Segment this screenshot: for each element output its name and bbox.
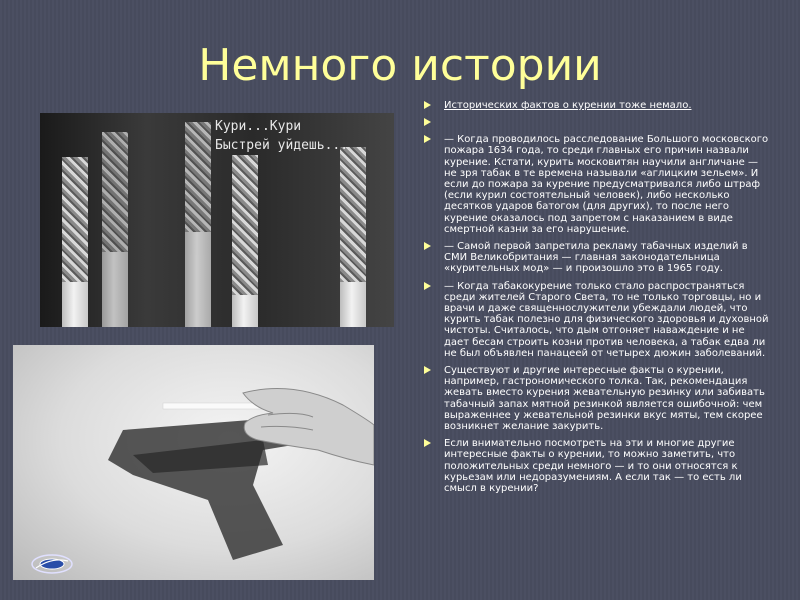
photo-caption: Кури...Кури Быстрей уйдешь...	[215, 119, 349, 153]
list-item	[422, 117, 770, 128]
arrow-bullet-icon	[424, 439, 431, 447]
cigarette-4	[232, 155, 258, 327]
list-item: — Когда проводилось расследование Большого московского пожара 1634 года, то среди главных его причин назвали курение. Кстати, курить московитян научили англичане — не зря табак в те времена называли «аглицким зельем». И если до пожара за курение предусматривался либо штраф (если курил состоятельный человек), либо несколько десятков ударов батогом (для других), то после него курение оказалось под запретом с наказанием в виде смертной казни за его нарушение.	[422, 134, 770, 235]
cigarette-3	[185, 122, 211, 327]
slide-title: Немного истории	[198, 40, 602, 91]
arrow-bullet-icon	[424, 366, 431, 374]
list-item: Если внимательно посмотреть на эти и многие другие интересные факты о курении, то можно заметить, что положительных среди немного — и то они относятся к курьезам или недоразумениям. А если так — то есть ли смысл в курении?	[422, 438, 770, 494]
list-item: Исторических фактов о курении тоже немало.	[422, 100, 770, 111]
hand-gun-shadow-photo	[13, 345, 374, 580]
arrow-bullet-icon	[424, 242, 431, 250]
arrow-bullet-icon	[424, 135, 431, 143]
list-item: — Когда табакокурение только стало распространяться среди жителей Старого Света, то не только торговцы, но и врачи и даже священнослужители убеждали людей, что курить табак полезно для физического здоровья и духовной чистоты. Считалось, что дым отгоняет наваждение и не дает бесам строить козни против человека, а табак едва ли не был объявлен панацеей от четырех дюжин заболеваний.	[422, 281, 770, 359]
arrow-bullet-icon	[424, 101, 431, 109]
list-item: Существуют и другие интересные факты о курении, например, гастрономического толка. Так, рекомендация жевать вместо курения жевательную резинку или забивать табачный запах мятной резинкой является ошибочной: чем выраженнее у жевательной резинки вкус мяты, тем скорее возникнет желание закурить.	[422, 365, 770, 432]
cigarette-5	[340, 147, 366, 327]
hand-shadow-illustration	[13, 345, 374, 580]
logo-icon	[30, 553, 74, 575]
arrow-bullet-icon	[424, 282, 431, 290]
cigarettes-photo	[40, 113, 394, 327]
cigarette-1	[62, 157, 88, 327]
history-facts-list	[422, 100, 770, 500]
list-item: — Самой первой запретила рекламу табачных изделий в СМИ Великобритания — главная законодательница «курительных мод» — и произошло это в 1965 году.	[422, 241, 770, 275]
arrow-bullet-icon	[424, 118, 431, 126]
cigarette-2	[102, 132, 128, 327]
publisher-logo	[30, 553, 74, 575]
